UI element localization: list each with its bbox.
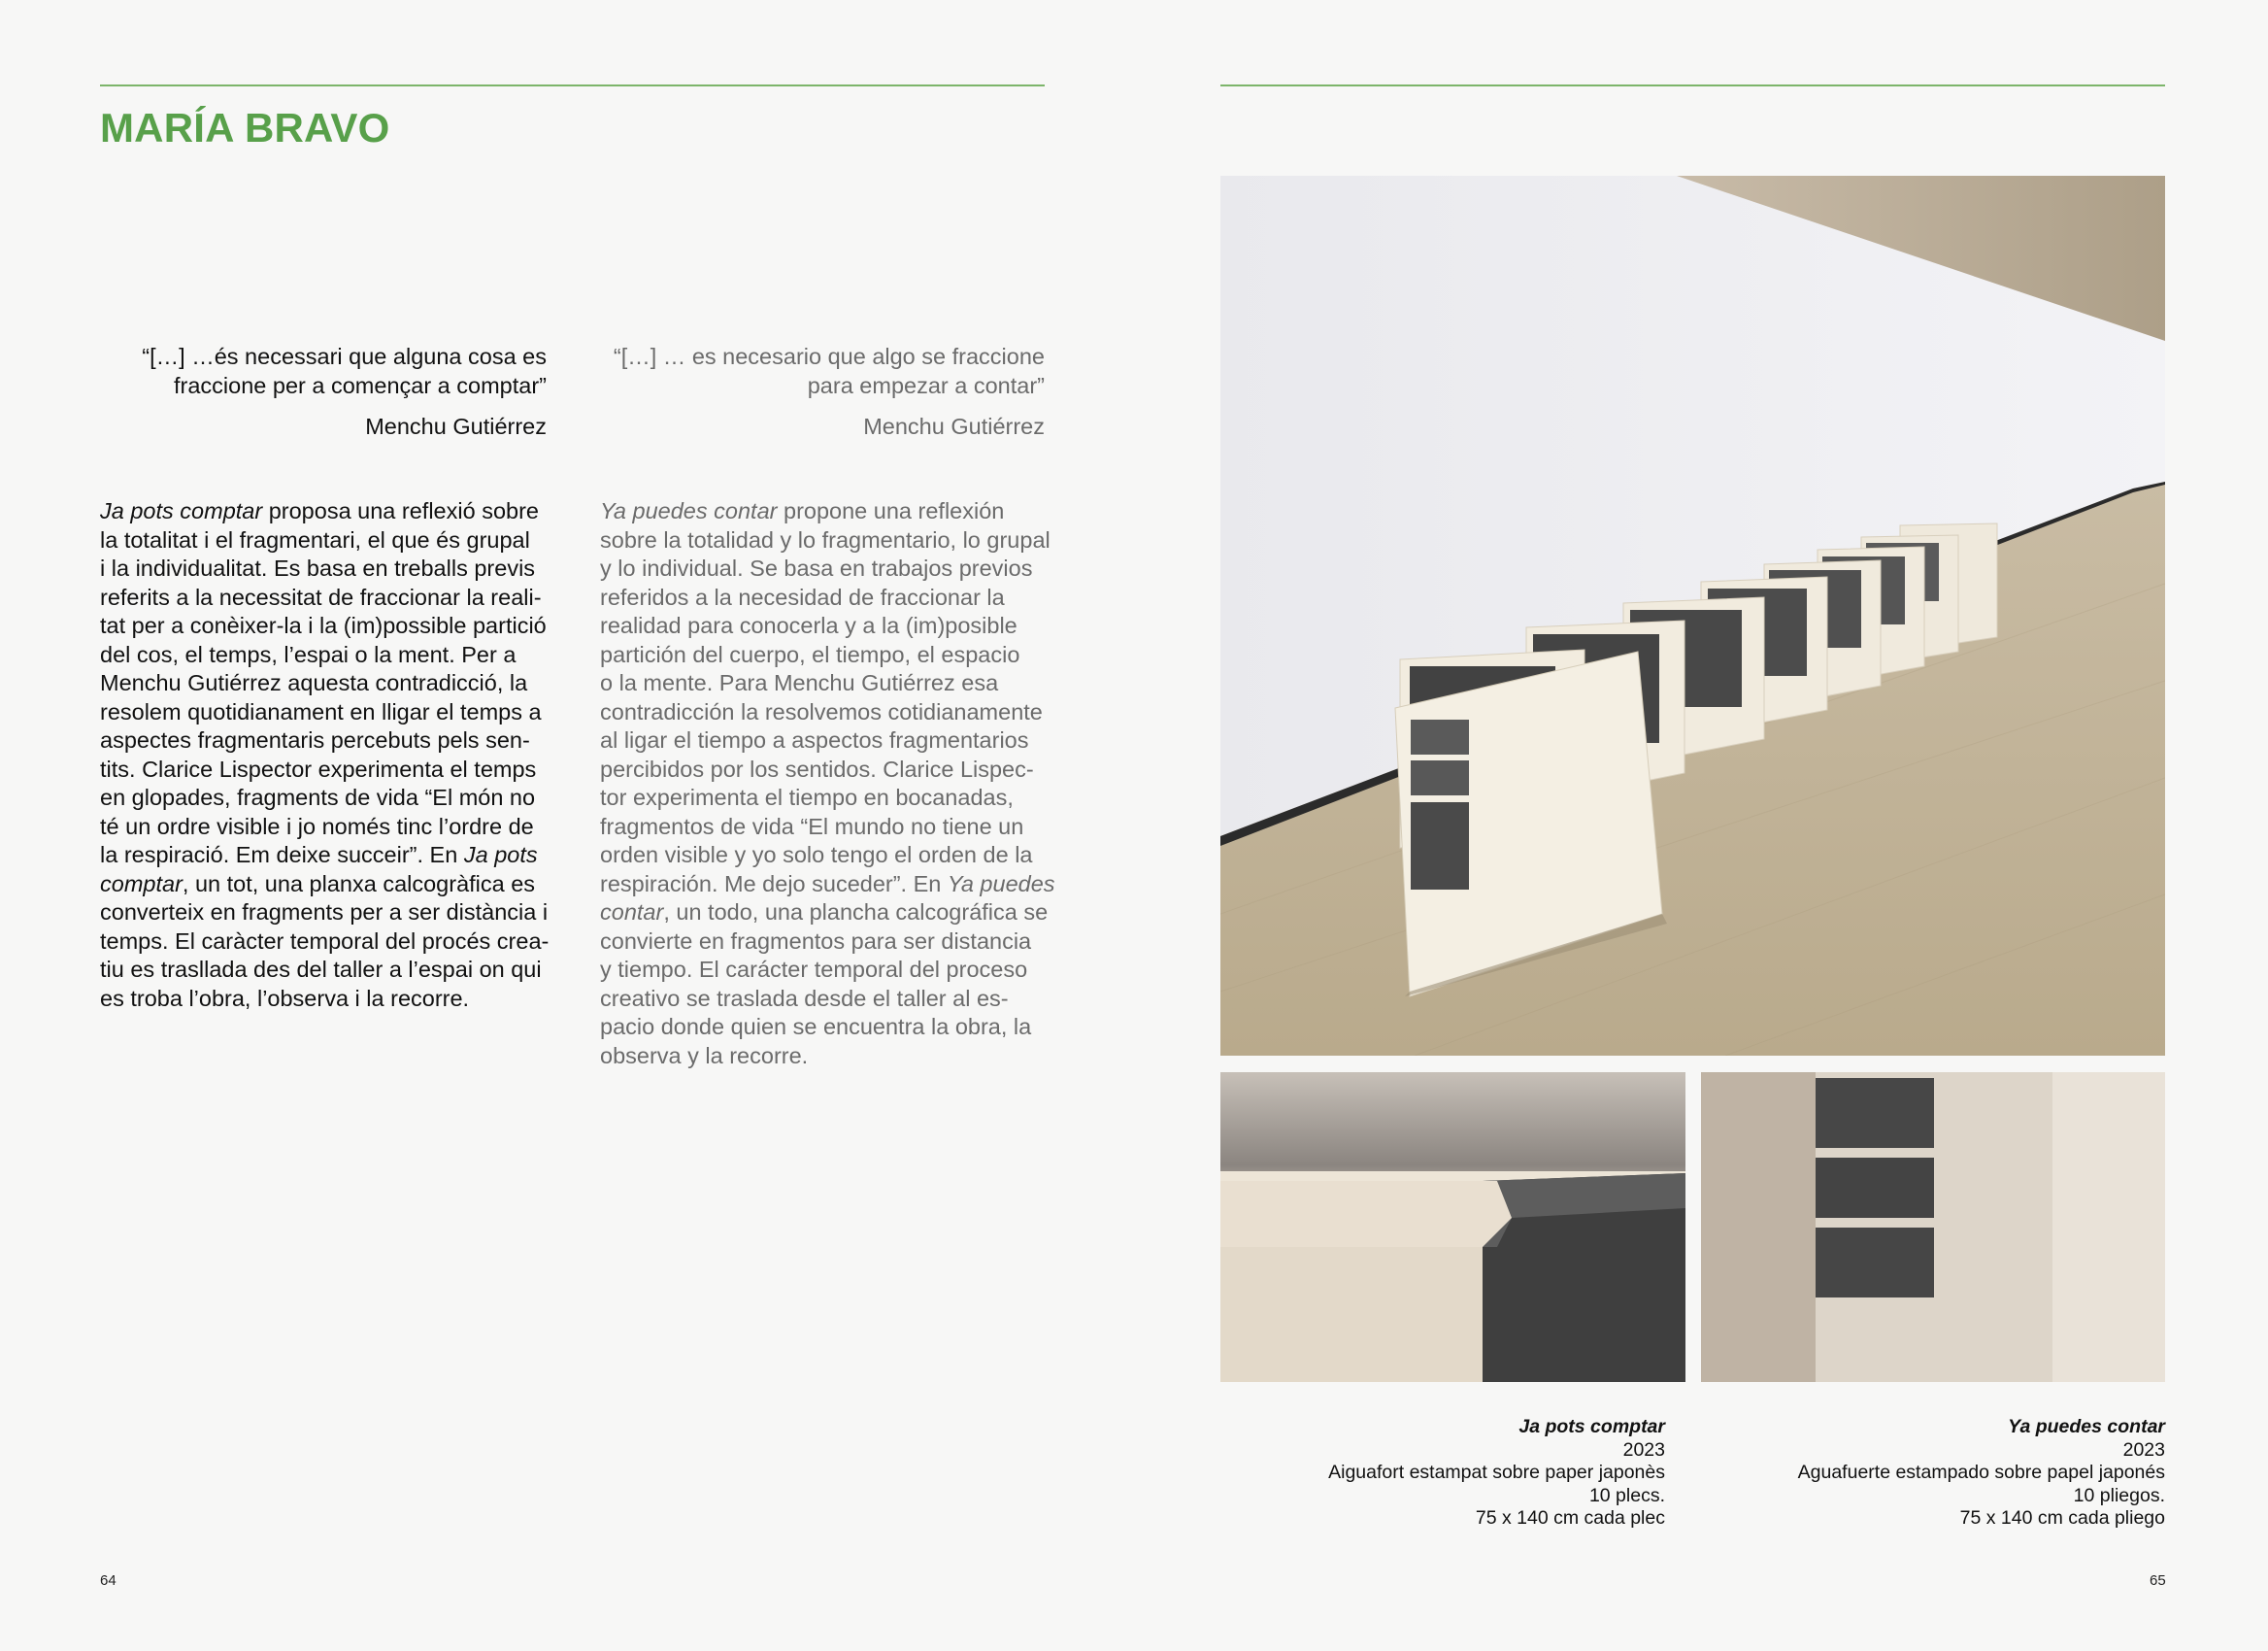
body-line: es troba l’obra, l’observa i la recorre. (100, 985, 470, 1011)
body-line: respiración. Me dejo suceder”. En Ya puedes (600, 870, 1055, 896)
caption-year: 2023 (1622, 1438, 1665, 1461)
body-line: al ligar el tiempo a aspectos fragmentarios (600, 727, 1029, 753)
quote-line: “[…] … es necesario que algo se fraccione (613, 344, 1045, 369)
caption-title: Ya puedes contar (2008, 1416, 2165, 1437)
body-line: aspectes fragmentaris percebuts pels sen- (100, 727, 530, 753)
body-line: tor experimenta el tiempo en bocanadas, (600, 785, 1014, 810)
body-line: resolem quotidianament en lligar el temps a (100, 698, 542, 724)
body-line: Ja pots comptar proposa una reflexió sobre (100, 498, 539, 523)
quote-line: para empezar a contar” (807, 373, 1045, 398)
caption-technique: Aiguafort estampat sobre paper japonès (1328, 1462, 1665, 1484)
body-line: contar, un todo, una plancha calcográfica se (600, 899, 1049, 925)
body-line: observa y la recorre. (600, 1042, 809, 1068)
caption-spanish (1701, 1416, 2165, 1531)
body-line: referits a la necessitat de fraccionar la reali- (100, 584, 542, 610)
body-line: Ya puedes contar propone una reflexión (600, 498, 1005, 523)
caption-count: 10 plecs. (1588, 1484, 1665, 1506)
body-line: creativo se traslada desde el taller al es- (600, 985, 1009, 1011)
body-line: sobre la totalidad y lo fragmentario, lo grupal (600, 526, 1051, 553)
quote-author: Menchu Gutiérrez (365, 414, 547, 439)
body-line: del cos, el temps, l’espai o la ment. Per a (100, 641, 517, 667)
body-line: en glopades, fragments de vida “El món no (100, 785, 536, 810)
body-line: convierte en fragmentos para ser distancia (600, 927, 1032, 954)
caption-technique: Aguafuerte estampado sobre papel japonés (1797, 1462, 2165, 1484)
body-line: comptar, un tot, una planxa calcogràfica es (100, 870, 536, 896)
caption-catalan (1220, 1416, 1665, 1531)
caption-dimensions: 75 x 140 cm cada plec (1475, 1507, 1665, 1530)
body-text-spanish (600, 497, 1056, 1070)
top-rule-right (1220, 84, 2165, 86)
quote-catalan (100, 342, 547, 441)
top-rule-left (100, 84, 1045, 86)
quote-spanish (598, 342, 1045, 441)
caption-title: Ja pots comptar (1518, 1416, 1665, 1437)
quote-line: fraccione per a començar a comptar” (174, 373, 547, 398)
quote-line: “[…] …és necessari que alguna cosa es (142, 344, 547, 369)
body-line: la respiració. Em deixe succeir”. En Ja pots (100, 842, 538, 867)
quote-author: Menchu Gutiérrez (863, 414, 1045, 439)
page-number-left: 64 (100, 1572, 117, 1589)
body-line: y lo individual. Se basa en trabajos previos (600, 556, 1033, 581)
body-line: pacio donde quien se encuentra la obra, la (600, 1014, 1032, 1039)
body-line: té un ordre visible i jo només tinc l’ordre de (100, 813, 534, 839)
body-line: tat per a conèixer-la i la (im)possible partició (100, 613, 547, 638)
body-line: percibidos por los sentidos. Clarice Lispec- (600, 756, 1034, 782)
body-line: y tiempo. El carácter temporal del proceso (600, 957, 1028, 982)
caption-year: 2023 (2122, 1438, 2165, 1461)
detail-photo-left (1220, 1072, 1685, 1382)
body-text-catalan (100, 497, 556, 1013)
body-line: tits. Clarice Lispector experimenta el temps (100, 756, 537, 782)
page-number-right: 65 (2150, 1572, 2166, 1589)
body-line: o la mente. Para Menchu Gutiérrez esa (600, 670, 999, 695)
body-line: orden visible y yo solo tengo el orden de la (600, 842, 1033, 867)
body-line: temps. El caràcter temporal del procés crea- (100, 927, 550, 954)
body-line: Menchu Gutiérrez aquesta contradicció, la (100, 670, 528, 695)
body-line: referidos a la necesidad de fraccionar la (600, 584, 1005, 610)
artist-name-heading: MARÍA BRAVO (100, 105, 390, 151)
caption-dimensions: 75 x 140 cm cada pliego (1959, 1507, 2165, 1530)
body-line: la totalitat i el fragmentari, el que és grupal (100, 526, 530, 553)
caption-count: 10 pliegos. (2073, 1484, 2165, 1506)
body-line: contradicción la resolvemos cotidianamente (600, 698, 1043, 724)
detail-photo-right (1701, 1072, 2165, 1382)
body-line: realidad para conocerla y a la (im)posible (600, 613, 1017, 638)
body-line: partición del cuerpo, el tiempo, el espacio (600, 641, 1020, 667)
body-line: tiu es trasllada des del taller a l’espai on qui (100, 957, 542, 982)
installation-photo (1220, 176, 2165, 1056)
body-line: converteix en fragments per a ser distància i (100, 899, 549, 925)
body-line: i la individualitat. Es basa en treballs previs (100, 556, 536, 581)
body-line: fragmentos de vida “El mundo no tiene un (600, 813, 1024, 839)
